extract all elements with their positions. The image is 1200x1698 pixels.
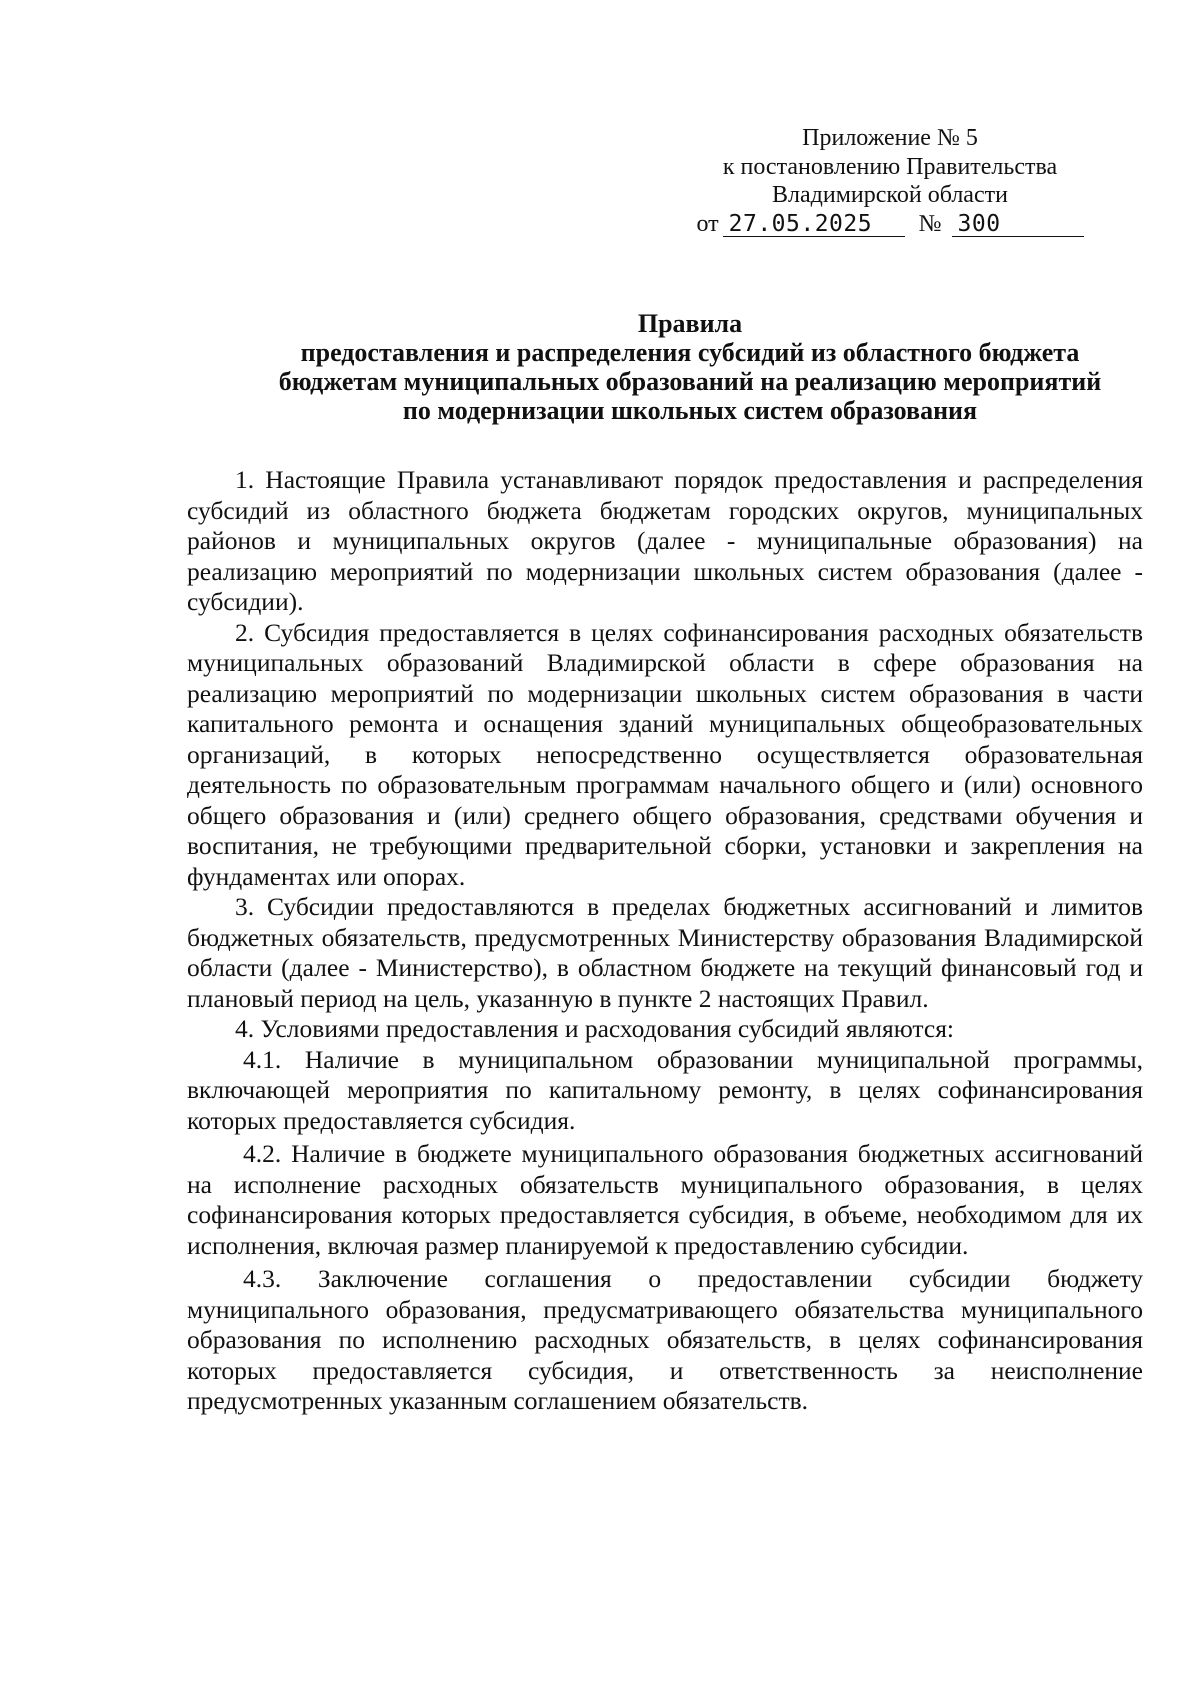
date-value: 27.05.2025 xyxy=(723,212,905,237)
paragraph-2: 2. Субсидия предоставляется в целях софинансирования расходных обязательств муниципальных образований Владимирской области в сфере образования на реализацию мероприятий по модернизации школьных систем образования в части капитального ремонта и оснащения зданий муниципальных общеобразовательных организаций, в которых непосредственно осуществляется образовательная деятельность по образовательным программам начального общего и (или) основного общего образования и (или) среднего общего образования, средствами обучения и воспитания, не требующими предварительной сборки, установки и закрепления на фундаментах или опорах. xyxy=(187,617,1143,891)
number-value: 300 xyxy=(952,212,1084,237)
attachment-header xyxy=(690,124,1090,238)
paragraph-1: 1. Настоящие Правила устанавливают порядок предоставления и распределения субсидий из областного бюджета бюджетам городских округов, муниципальных районов и муниципальных округов (далее - муниципальные образования) на реализацию мероприятий по модернизации школьных систем образования (далее - субсидии). xyxy=(187,465,1143,616)
paragraph-4-3: 4.3. Заключение соглашения о предоставлении субсидии бюджету муниципального образования, предусматривающего обязательства муниципального образования по исполнению расходных обязательств, в целях софинансирования которых предоставляется субсидия, и ответственность за неисполнение предусмотренных указанным соглашением обязательств. xyxy=(187,1264,1143,1415)
title-line-2: бюджетам муниципальных образований на реализацию мероприятий xyxy=(278,367,1102,396)
number-sign: № xyxy=(918,210,942,237)
paragraph-4-2: 4.2. Наличие в бюджете муниципального образования бюджетных ассигнований на исполнение расходных обязательств муниципального образования, в целях софинансирования которых предоставляется субсидия, в объеме, необходимом для их исполнения, включая размер планируемой к предоставлению субсидии. xyxy=(187,1139,1143,1260)
attachment-line-1: Приложение № 5 xyxy=(802,125,978,151)
title-main: Правила xyxy=(637,309,743,338)
paragraph-4-1: 4.1. Наличие в муниципальном образовании муниципальной программы, включающей мероприятия по капитальному ремонту, в целях софинансирования которых предоставляется субсидия. xyxy=(187,1044,1143,1135)
title-line-3: по модернизации школьных систем образования xyxy=(402,396,978,425)
date-prefix: от xyxy=(696,210,719,237)
title-line-1: предоставления и распределения субсидий из областного бюджета xyxy=(300,338,1080,367)
document-title xyxy=(220,309,1160,425)
paragraph-3: 3. Субсидии предоставляются в пределах бюджетных ассигнований и лимитов бюджетных обязательств, предусмотренных Министерству образования Владимирской области (далее - Министерство), в областном бюджете на текущий финансовый год и плановый период на цель, указанную в пункте 2 настоящих Правил. xyxy=(187,892,1143,1013)
document-body xyxy=(187,465,1143,1417)
attachment-date-row xyxy=(690,210,1090,239)
attachment-line-2: к постановлению Правительства xyxy=(722,153,1058,180)
paragraph-4: 4. Условиями предоставления и расходования субсидий являются: xyxy=(235,1014,955,1043)
attachment-line-3: Владимирской области xyxy=(772,182,1008,208)
